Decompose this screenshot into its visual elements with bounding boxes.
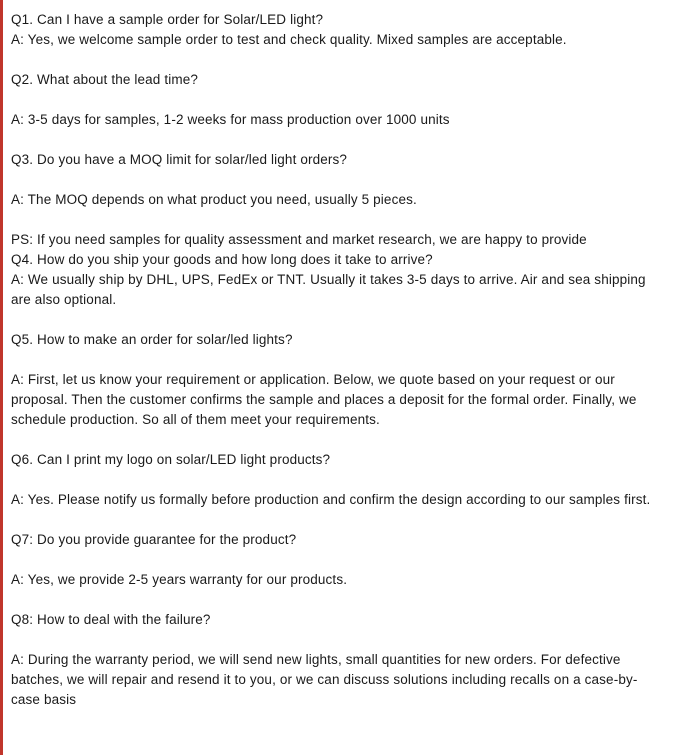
faq-answer: A: During the warranty period, we will send new lights, small quantities for new orders. For defective batches, we will repair and resend it to you, or we can discuss solutions including recalls on a case-by-case basis xyxy=(11,652,638,707)
faq-entry-5 xyxy=(11,330,663,430)
faq-entry-3 xyxy=(11,150,663,250)
faq-entry-7 xyxy=(11,530,663,590)
faq-question: Q2. What about the lead time? xyxy=(11,72,199,87)
faq-answer: A: Yes. Please notify us formally before production and confirm the design according to our samples first. xyxy=(11,492,651,507)
faq-question: Q5. How to make an order for solar/led lights? xyxy=(11,332,293,347)
faq-entry-1 xyxy=(11,10,663,50)
faq-question: Q3. Do you have a MOQ limit for solar/led light orders? xyxy=(11,152,348,167)
faq-question: Q4. How do you ship your goods and how long does it take to arrive? xyxy=(11,252,433,267)
faq-answer: A: 3-5 days for samples, 1-2 weeks for mass production over 1000 units xyxy=(11,112,450,127)
faq-answer: A: Yes, we provide 2-5 years warranty for our products. xyxy=(11,572,348,587)
faq-entry-4 xyxy=(11,250,663,310)
faq-answer: A: We usually ship by DHL, UPS, FedEx or TNT. Usually it takes 3-5 days to arrive. Air and sea shipping are also optional. xyxy=(11,272,646,307)
faq-question: Q7: Do you provide guarantee for the product? xyxy=(11,532,297,547)
faq-entry-6 xyxy=(11,450,663,510)
faq-entry-8 xyxy=(11,610,663,710)
faq-answer: A: First, let us know your requirement or application. Below, we quote based on your request or our proposal. Then the customer confirms the sample and places a deposit for the formal order. Finally, we schedule production. So all of them meet your requirements. xyxy=(11,372,637,427)
faq-question: Q6. Can I print my logo on solar/LED light products? xyxy=(11,452,331,467)
faq-question: Q1. Can I have a sample order for Solar/LED light? xyxy=(11,12,324,27)
faq-question: Q8: How to deal with the failure? xyxy=(11,612,211,627)
faq-answer: A: Yes, we welcome sample order to test and check quality. Mixed samples are acceptable. xyxy=(11,32,567,47)
faq-entry-2 xyxy=(11,70,663,130)
faq-note: PS: If you need samples for quality assessment and market research, we are happy to provide xyxy=(11,232,587,247)
faq-answer: A: The MOQ depends on what product you need, usually 5 pieces. xyxy=(11,192,417,207)
